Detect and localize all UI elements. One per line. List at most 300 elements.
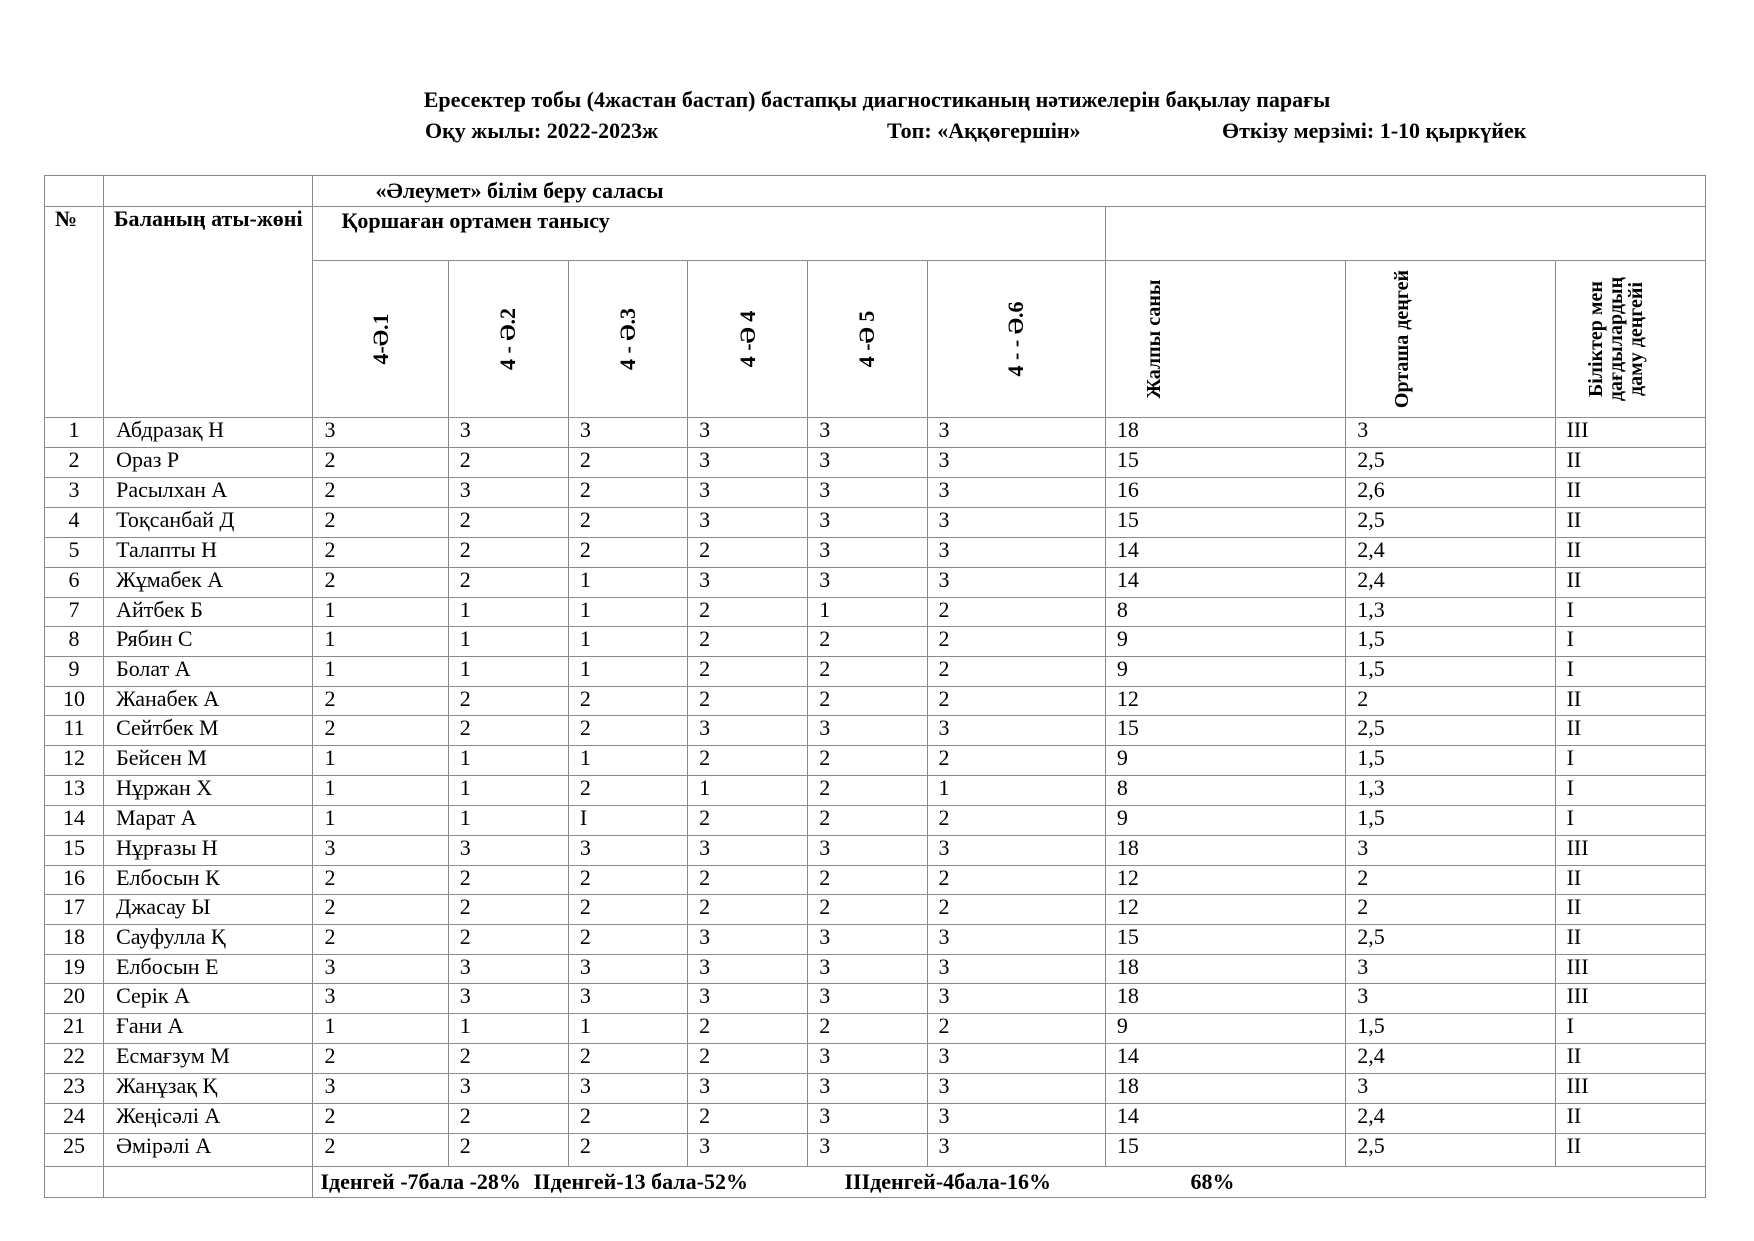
skill-score: 1 (568, 1014, 687, 1044)
average-level: 3 (1346, 955, 1555, 984)
skill-score: 3 (313, 836, 448, 866)
summary-cell (313, 1167, 1706, 1198)
skill-score: 2 (808, 746, 927, 776)
average-level: 3 (1346, 836, 1555, 866)
child-name: Тоқсанбай Д (104, 508, 313, 538)
development-level: I (1555, 598, 1705, 627)
development-level: III (1555, 836, 1705, 866)
development-level: II (1555, 478, 1705, 508)
total-score: 18 (1105, 418, 1345, 448)
average-level: 2,5 (1346, 925, 1555, 955)
table-row (45, 806, 1706, 836)
skill-score: 3 (927, 1074, 1105, 1104)
table-row (45, 508, 1706, 538)
skill-score: 2 (568, 776, 687, 806)
child-name: Жұмабек А (104, 568, 313, 598)
skill-score: 3 (927, 418, 1105, 448)
development-level: II (1555, 448, 1705, 478)
average-level: 1,3 (1346, 598, 1555, 627)
row-number: 1 (45, 418, 104, 448)
total-score: 14 (1105, 1104, 1345, 1134)
row-number: 25 (45, 1134, 104, 1167)
average-level: 2 (1346, 866, 1555, 895)
total-score: 18 (1105, 1074, 1345, 1104)
skill-score: 2 (313, 448, 448, 478)
skill-score: 3 (448, 836, 568, 866)
skill-score: 3 (448, 478, 568, 508)
skill-score: 1 (448, 806, 568, 836)
average-level: 3 (1346, 418, 1555, 448)
table-row (45, 1044, 1706, 1074)
skill-score: 2 (448, 1044, 568, 1074)
skill-header-label: 4-Ә.1 (367, 313, 393, 365)
row-number: 8 (45, 627, 104, 657)
skill-score: 3 (448, 955, 568, 984)
skill-score: 1 (313, 776, 448, 806)
skill-score: 2 (313, 925, 448, 955)
skill-score: 2 (688, 598, 808, 627)
skill-score: 1 (313, 806, 448, 836)
child-name: Жеңісәлі А (104, 1104, 313, 1134)
skill-score: 2 (688, 538, 808, 568)
row-number: 10 (45, 687, 104, 716)
total-score: 18 (1105, 955, 1345, 984)
total-score: 15 (1105, 448, 1345, 478)
skill-score: 3 (808, 955, 927, 984)
average-level: 2 (1346, 687, 1555, 716)
row-number: 5 (45, 538, 104, 568)
row-number: 9 (45, 657, 104, 687)
total-score: 12 (1105, 687, 1345, 716)
child-name: Ораз Р (104, 448, 313, 478)
development-level: I (1555, 776, 1705, 806)
skill-score: 2 (448, 866, 568, 895)
child-name: Болат А (104, 657, 313, 687)
skill-score: 3 (808, 418, 927, 448)
skill-score: 3 (808, 1134, 927, 1167)
skill-score: 3 (927, 538, 1105, 568)
skill-score: 2 (808, 776, 927, 806)
skill-score: 3 (927, 1044, 1105, 1074)
child-name: Марат А (104, 806, 313, 836)
development-level: III (1555, 418, 1705, 448)
skill-score: 2 (568, 716, 687, 746)
average-level: 2,5 (1346, 716, 1555, 746)
skill-score: 3 (688, 478, 808, 508)
skill-score: 2 (448, 687, 568, 716)
skill-header-label: 4 -Ә 4 (734, 310, 760, 368)
skill-score: 3 (568, 418, 687, 448)
skill-score: 2 (313, 508, 448, 538)
skill-score: 2 (688, 806, 808, 836)
skill-score: 1 (688, 776, 808, 806)
average-level: 2,4 (1346, 538, 1555, 568)
skill-score: 2 (448, 925, 568, 955)
row-number: 4 (45, 508, 104, 538)
skill-score: 2 (568, 1044, 687, 1074)
skill-score: 3 (808, 1074, 927, 1104)
skill-score: 2 (688, 895, 808, 925)
skill-score: 2 (568, 687, 687, 716)
row-number: 3 (45, 478, 104, 508)
average-level: 3 (1346, 1074, 1555, 1104)
skill-score: 3 (313, 1074, 448, 1104)
average-level: 2,4 (1346, 1044, 1555, 1074)
skill-score: 2 (808, 627, 927, 657)
empty-cell (104, 176, 313, 207)
skill-score: 2 (808, 866, 927, 895)
skill-score: 3 (448, 1074, 568, 1104)
skill-score: 3 (927, 716, 1105, 746)
skill-score: 2 (688, 687, 808, 716)
development-level: I (1555, 746, 1705, 776)
skill-score: 3 (927, 836, 1105, 866)
average-level: 2,5 (1346, 508, 1555, 538)
average-header-label: Орташа деңгей (1391, 269, 1414, 409)
skill-score: 2 (313, 716, 448, 746)
total-score: 15 (1105, 1134, 1345, 1167)
skill-score: 3 (927, 448, 1105, 478)
section-label: «Әлеумет» білім беру саласы (313, 176, 1706, 207)
average-level: 1,5 (1346, 627, 1555, 657)
row-number: 11 (45, 716, 104, 746)
development-level: II (1555, 866, 1705, 895)
empty-cell (45, 176, 104, 207)
child-name: Елбосын Е (104, 955, 313, 984)
development-level: I (1555, 627, 1705, 657)
skill-score: 2 (688, 1104, 808, 1134)
development-level: I (1555, 657, 1705, 687)
skill-header-2 (448, 261, 568, 418)
child-name: Елбосын К (104, 866, 313, 895)
skill-score: 2 (448, 448, 568, 478)
table-row (45, 448, 1706, 478)
skill-score: 2 (688, 746, 808, 776)
skill-score: 1 (448, 657, 568, 687)
development-level: II (1555, 925, 1705, 955)
table-row (45, 955, 1706, 984)
skill-score: 1 (568, 746, 687, 776)
development-level: II (1555, 687, 1705, 716)
table-row (45, 776, 1706, 806)
skill-score: 3 (688, 984, 808, 1014)
development-level: II (1555, 568, 1705, 598)
skill-score: 3 (688, 1074, 808, 1104)
skill-score: 3 (688, 925, 808, 955)
summary-level-1: Іденгей -7бала -28% (320, 1169, 521, 1194)
skill-score: 3 (688, 418, 808, 448)
development-level: III (1555, 955, 1705, 984)
skill-score: 2 (927, 866, 1105, 895)
skill-score: 2 (448, 716, 568, 746)
table-row (45, 1104, 1706, 1134)
skill-header-label: 4 - - Ә.6 (1003, 301, 1029, 377)
skill-score: 3 (927, 508, 1105, 538)
child-name: Жанабек А (104, 687, 313, 716)
row-number: 14 (45, 806, 104, 836)
child-name: Сейтбек М (104, 716, 313, 746)
total-score: 16 (1105, 478, 1345, 508)
average-level: 1,5 (1346, 657, 1555, 687)
skill-score: 3 (568, 836, 687, 866)
total-score: 14 (1105, 538, 1345, 568)
skill-score: 2 (808, 657, 927, 687)
skill-score: 1 (448, 776, 568, 806)
skill-score: 1 (568, 657, 687, 687)
skill-score: I (568, 806, 687, 836)
row-number: 6 (45, 568, 104, 598)
child-name: Бейсен М (104, 746, 313, 776)
development-level: II (1555, 1044, 1705, 1074)
row-number: 16 (45, 866, 104, 895)
row-number: 19 (45, 955, 104, 984)
child-name: Сауфулла Қ (104, 925, 313, 955)
skill-score: 1 (927, 776, 1105, 806)
row-number: 7 (45, 598, 104, 627)
skill-score: 2 (568, 448, 687, 478)
development-level: II (1555, 538, 1705, 568)
skill-score: 3 (808, 1104, 927, 1134)
skill-score: 1 (448, 1014, 568, 1044)
skill-score: 2 (313, 866, 448, 895)
average-level: 2 (1346, 895, 1555, 925)
skill-score: 2 (448, 538, 568, 568)
skill-score: 1 (568, 598, 687, 627)
development-level: I (1555, 806, 1705, 836)
development-level: II (1555, 508, 1705, 538)
total-score: 18 (1105, 836, 1345, 866)
row-number: 21 (45, 1014, 104, 1044)
skill-score: 2 (313, 568, 448, 598)
skill-score: 3 (448, 418, 568, 448)
subsection-label: Қоршаған ортамен танысу (313, 207, 1105, 261)
average-level: 1,5 (1346, 806, 1555, 836)
skill-score: 2 (927, 687, 1105, 716)
skill-score: 2 (927, 1014, 1105, 1044)
total-score: 9 (1105, 657, 1345, 687)
skill-score: 3 (568, 1074, 687, 1104)
skill-score: 3 (568, 984, 687, 1014)
table-row (45, 1074, 1706, 1104)
skill-score: 2 (568, 478, 687, 508)
development-level: II (1555, 895, 1705, 925)
skill-score: 2 (568, 866, 687, 895)
row-number: 13 (45, 776, 104, 806)
skill-score: 3 (688, 448, 808, 478)
child-name: Абдразақ Н (104, 418, 313, 448)
skill-score: 2 (688, 1044, 808, 1074)
skill-score: 1 (313, 598, 448, 627)
skill-score: 3 (927, 1104, 1105, 1134)
child-name: Нұрғазы Н (104, 836, 313, 866)
average-level: 2,5 (1346, 1134, 1555, 1167)
skill-score: 2 (313, 478, 448, 508)
table-row (45, 418, 1706, 448)
table-row (45, 657, 1706, 687)
table-row (45, 895, 1706, 925)
skill-header-4 (688, 261, 808, 418)
skill-header-label: 4 - Ә.3 (614, 307, 640, 371)
total-score: 15 (1105, 508, 1345, 538)
skill-score: 2 (313, 1104, 448, 1134)
child-name: Айтбек Б (104, 598, 313, 627)
row-number: 2 (45, 448, 104, 478)
skill-score: 2 (568, 538, 687, 568)
skill-score: 3 (808, 538, 927, 568)
skill-score: 2 (313, 1044, 448, 1074)
skill-score: 3 (313, 984, 448, 1014)
child-name: Нұржан Х (104, 776, 313, 806)
child-name-column-header: Баланың аты-жөні (104, 207, 313, 418)
skill-header-6 (927, 261, 1105, 418)
average-column-header (1346, 261, 1555, 418)
skill-score: 2 (927, 895, 1105, 925)
skill-header-label: 4 - Ә.2 (495, 307, 521, 371)
skill-score: 1 (313, 627, 448, 657)
summary-level-3: ІІІденгей-4бала-16% (844, 1169, 1052, 1194)
child-name: Рябин С (104, 627, 313, 657)
skill-score: 3 (808, 836, 927, 866)
total-column-header (1105, 261, 1345, 418)
skill-score: 2 (313, 538, 448, 568)
table-row (45, 1014, 1706, 1044)
skill-score: 3 (808, 984, 927, 1014)
development-level: II (1555, 1134, 1705, 1167)
table-row (45, 1134, 1706, 1167)
total-score: 15 (1105, 716, 1345, 746)
average-level: 3 (1346, 984, 1555, 1014)
total-score: 9 (1105, 1014, 1345, 1044)
document-title: Ересектер тобы (4жастан бастап) бастапқы диагностиканың нәтижелерін бақылау парағы (423, 87, 1331, 112)
skill-score: 3 (688, 1134, 808, 1167)
average-level: 2,5 (1346, 448, 1555, 478)
development-level: II (1555, 716, 1705, 746)
skill-score: 3 (688, 836, 808, 866)
skill-score: 3 (313, 418, 448, 448)
skill-header-3 (568, 261, 687, 418)
skill-score: 3 (927, 925, 1105, 955)
total-score: 18 (1105, 984, 1345, 1014)
table-row (45, 598, 1706, 627)
total-score: 9 (1105, 746, 1345, 776)
skill-header-1 (313, 261, 448, 418)
table-row (45, 568, 1706, 598)
total-header-label: Жалпы саны (1142, 279, 1165, 399)
skill-score: 2 (688, 866, 808, 895)
skill-score: 1 (568, 568, 687, 598)
average-level: 1,5 (1346, 746, 1555, 776)
child-name: Талапты Н (104, 538, 313, 568)
skill-score: 1 (313, 657, 448, 687)
skill-score: 1 (568, 627, 687, 657)
section-row (45, 176, 1706, 207)
skill-score: 2 (313, 687, 448, 716)
skill-score: 3 (808, 925, 927, 955)
summary-percent: 68% (1190, 1169, 1235, 1194)
table-row (45, 836, 1706, 866)
skill-score: 2 (927, 657, 1105, 687)
skill-header-label: 4 -Ә 5 (854, 310, 880, 368)
skill-score: 3 (688, 716, 808, 746)
skill-score: 2 (568, 895, 687, 925)
table-row (45, 538, 1706, 568)
table-row (45, 687, 1706, 716)
skill-score: 2 (568, 1134, 687, 1167)
skill-score: 1 (448, 627, 568, 657)
row-number: 12 (45, 746, 104, 776)
skill-score: 2 (448, 895, 568, 925)
child-name: Жанұзақ Қ (104, 1074, 313, 1104)
table-row (45, 866, 1706, 895)
skill-score: 1 (313, 746, 448, 776)
table-row (45, 627, 1706, 657)
skill-score: 1 (448, 746, 568, 776)
child-name: Есмағзум М (104, 1044, 313, 1074)
skill-score: 2 (313, 1134, 448, 1167)
child-name: Ғани А (104, 1014, 313, 1044)
skill-score: 2 (808, 895, 927, 925)
skill-score: 3 (448, 984, 568, 1014)
skill-score: 2 (568, 925, 687, 955)
total-score: 12 (1105, 895, 1345, 925)
skill-score: 2 (808, 687, 927, 716)
row-number: 15 (45, 836, 104, 866)
skill-score: 1 (448, 598, 568, 627)
level-column-header (1555, 261, 1705, 418)
skill-score: 3 (808, 478, 927, 508)
skill-score: 3 (927, 984, 1105, 1014)
skill-score: 2 (927, 598, 1105, 627)
summary-level-2: ІІденгей-13 бала-52% (533, 1169, 748, 1194)
group-name: Топ: «Аққөгершін» (887, 118, 1081, 143)
skill-score: 2 (448, 1104, 568, 1134)
skill-score: 3 (808, 508, 927, 538)
skill-score: 3 (927, 478, 1105, 508)
skill-score: 1 (808, 598, 927, 627)
skill-score: 2 (808, 806, 927, 836)
assessment-period: Өткізу мерзімі: 1-10 қыркүйек (1222, 118, 1527, 143)
skill-score: 2 (448, 568, 568, 598)
average-level: 1,3 (1346, 776, 1555, 806)
empty-cell (104, 1167, 313, 1198)
total-score: 15 (1105, 925, 1345, 955)
development-level: III (1555, 984, 1705, 1014)
skill-score: 2 (313, 895, 448, 925)
row-number: 22 (45, 1044, 104, 1074)
table-row (45, 746, 1706, 776)
skill-score: 3 (808, 1044, 927, 1074)
summary-row (45, 1167, 1706, 1198)
skill-score: 3 (688, 955, 808, 984)
total-score: 9 (1105, 806, 1345, 836)
skill-score: 1 (313, 1014, 448, 1044)
total-score: 14 (1105, 568, 1345, 598)
skill-score: 2 (927, 627, 1105, 657)
table-row (45, 478, 1706, 508)
skill-score: 3 (808, 448, 927, 478)
average-level: 2,6 (1346, 478, 1555, 508)
total-score: 9 (1105, 627, 1345, 657)
row-number: 17 (45, 895, 104, 925)
average-level: 2,4 (1346, 1104, 1555, 1134)
skill-score: 2 (927, 806, 1105, 836)
total-score: 14 (1105, 1044, 1345, 1074)
empty-cell (1105, 207, 1705, 261)
development-level: I (1555, 1014, 1705, 1044)
child-name: Расылхан А (104, 478, 313, 508)
skill-score: 2 (568, 508, 687, 538)
table-row (45, 925, 1706, 955)
